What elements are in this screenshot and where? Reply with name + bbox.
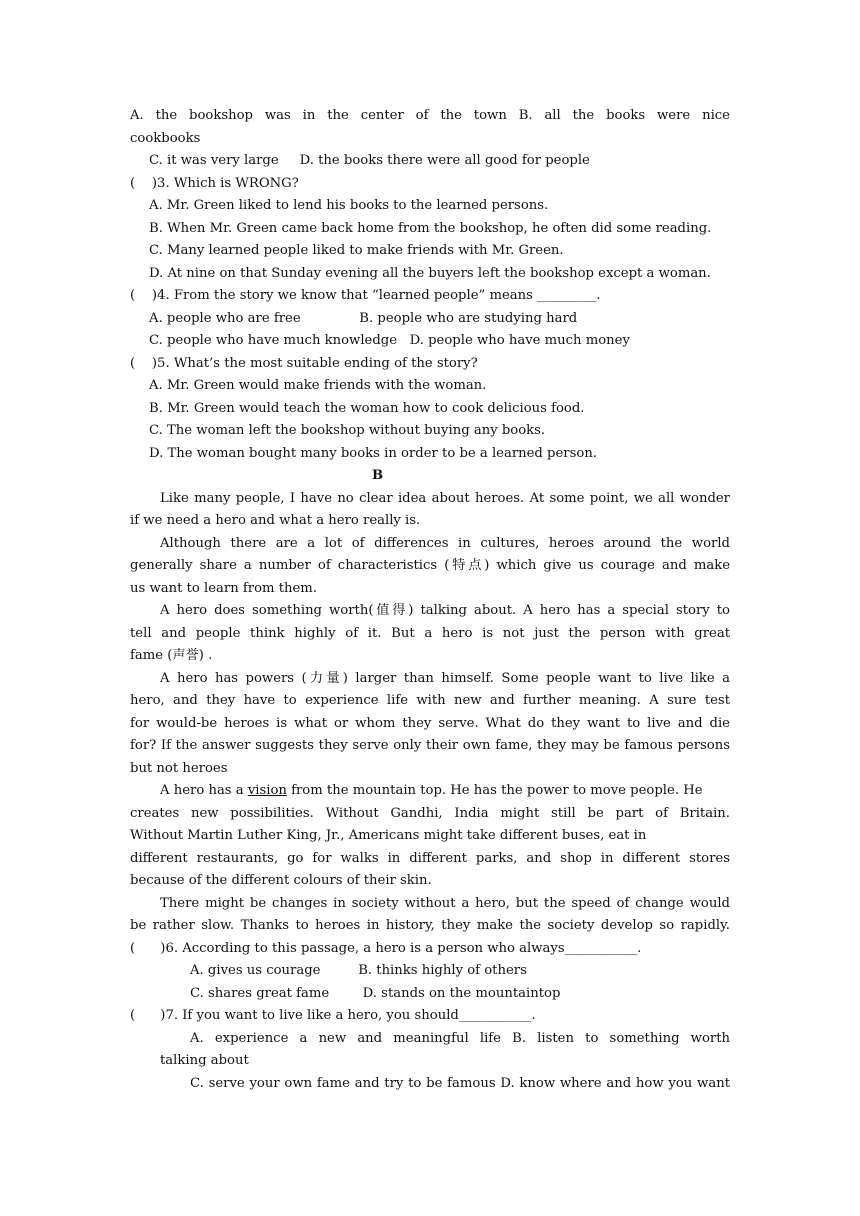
q5-option-d: D. The woman bought many books in order to be a learned person. [149,446,598,461]
q6-options-cd: C. shares great fame D. stands on the mountaintop [190,986,561,1001]
passage-line: but not heroes [130,761,228,776]
passage-line: A hero has powers (力量) larger than himself. Some people want to live like a [160,671,730,686]
q3-option-c: C. Many learned people liked to make friends with Mr. Green. [149,243,564,258]
passage-text: A hero has a [160,783,248,798]
q7-options-ab-line-1: A. experience a new and meaningful life B. listen to something worth [190,1031,730,1046]
q3-option-b: B. When Mr. Green came back home from the bookshop, he often did some reading. [149,221,712,236]
passage-line: Like many people, I have no clear idea about heroes. At some point, we all wonder [160,491,730,506]
q7-options-ab-line-2: talking about [160,1053,249,1068]
passage-line: generally share a number of characteristics (特点) which give us courage and make [130,558,730,573]
q7-stem: ( )7. If you want to live like a hero, you should___________. [130,1008,536,1023]
passage-line: if we need a hero and what a hero really is. [130,513,421,528]
passage-line: tell and people think highly of it. But a hero is not just the person with great [130,626,730,641]
passage-line: for would-be heroes is what or whom they serve. What do they want to live and die [130,716,730,731]
q4-stem: ( )4. From the story we know that “learned people” means _________. [130,288,601,303]
q6-options-ab: A. gives us courage B. thinks highly of others [190,963,527,978]
passage-text: from the mountain top. He has the power to move people. He [286,783,703,798]
q6-stem: ( )6. According to this passage, a hero is a person who always___________. [130,941,642,956]
passage-line: be rather slow. Thanks to heroes in history, they make the society develop so rapidly. [130,918,730,933]
q5-stem: ( )5. What’s the most suitable ending of the story? [130,356,478,371]
passage-line: There might be changes in society without a hero, but the speed of change would [160,896,730,911]
q2-options-line-1: A. the bookshop was in the center of the town B. all the books were nice [130,108,730,123]
q2-options-line-2: cookbooks [130,131,201,146]
q5-option-a: A. Mr. Green would make friends with the woman. [149,378,487,393]
underlined-word: vision [247,783,287,798]
passage-line: for? If the answer suggests they serve only their own fame, they may be famous persons [130,738,730,753]
q4-options-cd: C. people who have much knowledge D. people who have much money [149,333,630,348]
passage-line: hero, and they have to experience life with new and further meaning. A sure test [130,693,730,708]
q3-option-a: A. Mr. Green liked to lend his books to the learned persons. [149,198,549,213]
passage-line: different restaurants, go for walks in different parks, and shop in different stores [130,851,730,866]
passage-line: because of the different colours of their skin. [130,873,432,888]
passage-line: Although there are a lot of differences in cultures, heroes around the world [160,536,730,551]
passage-line: us want to learn from them. [130,581,318,596]
q3-stem: ( )3. Which is WRONG? [130,176,299,191]
passage-line [160,783,703,799]
section-heading: B [372,468,384,483]
q2-options-line-3: C. it was very large D. the books there were all good for people [149,153,590,168]
passage-line: A hero does something worth(值得) talking about. A hero has a special story to [160,603,730,618]
q3-option-d: D. At nine on that Sunday evening all the buyers left the bookshop except a woman. [149,266,711,281]
q5-option-b: B. Mr. Green would teach the woman how to cook delicious food. [149,401,585,416]
passage-line: creates new possibilities. Without Gandhi, India might still be part of Britain. [130,806,730,821]
q4-options-ab: A. people who are free B. people who are studying hard [149,311,578,326]
passage-line: fame (声誉) . [130,648,213,663]
q7-options-cd: C. serve your own fame and try to be famous D. know where and how you want [190,1076,730,1091]
q5-option-c: C. The woman left the bookshop without buying any books. [149,423,546,438]
passage-line: Without Martin Luther King, Jr., Americans might take different buses, eat in [130,828,647,843]
